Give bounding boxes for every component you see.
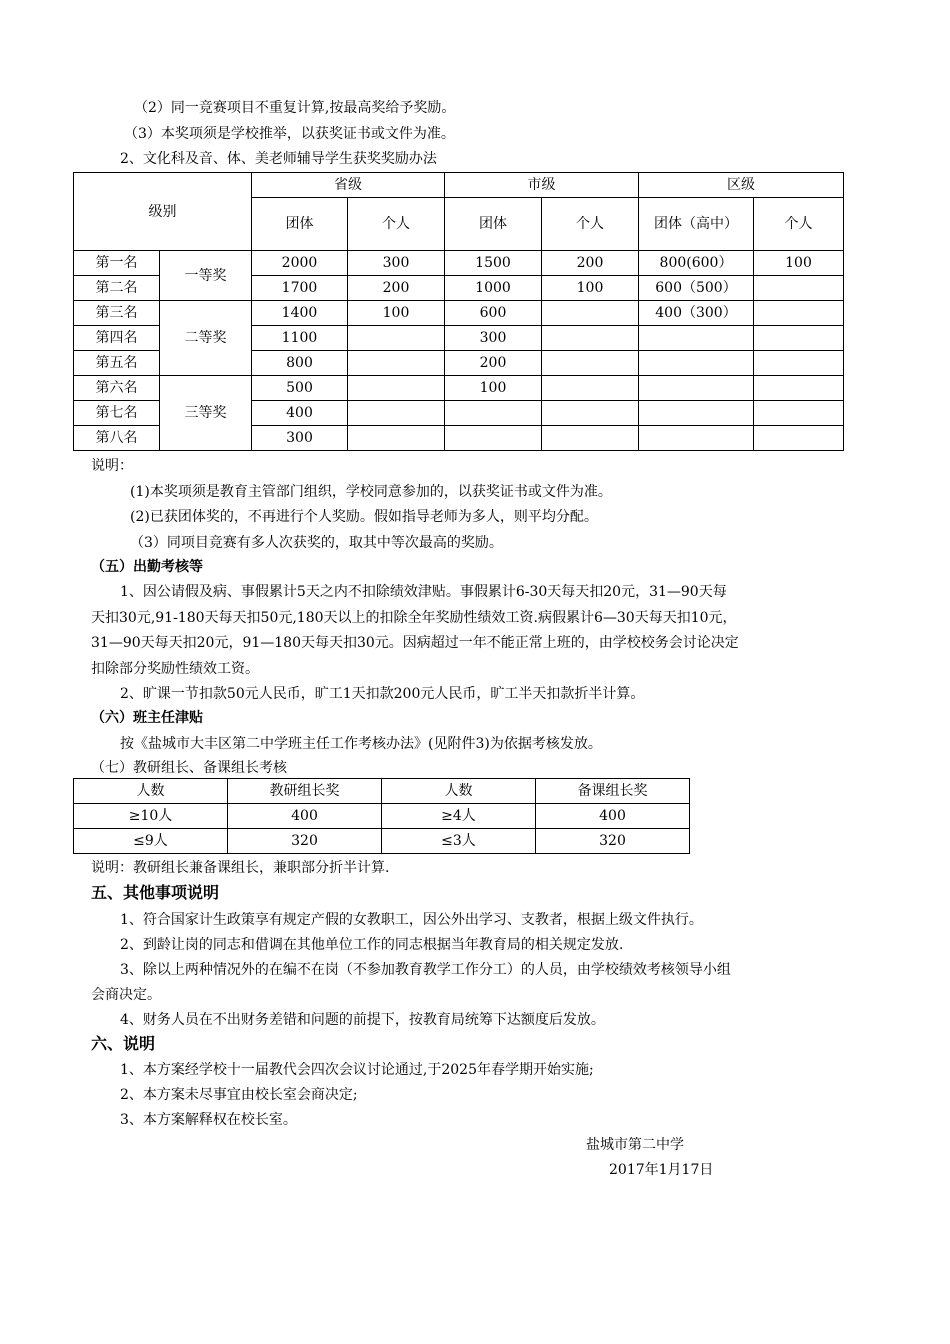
group-leader-note: 说明：教研组长兼备课组长，兼职部分折半计算. bbox=[91, 860, 390, 876]
value-cell: 300 bbox=[348, 251, 445, 276]
value-cell bbox=[542, 326, 639, 351]
value-cell bbox=[348, 426, 445, 451]
award-note-1: (1)本奖项须是教育主管部门组织，学校同意参加的，以获奖证书或文件为准。 bbox=[130, 484, 612, 500]
value-cell bbox=[639, 401, 754, 426]
rank-cell: 第四名 bbox=[74, 326, 160, 351]
rank-cell: 第三名 bbox=[74, 301, 160, 326]
gl-cell: 400 bbox=[228, 804, 382, 829]
headteacher-heading: （六）班主任津贴 bbox=[91, 710, 203, 726]
headteacher-text: 按《盐城市大丰区第二中学班主任工作考核办法》(见附件3)为依据考核发放。 bbox=[120, 736, 602, 752]
rank-cell: 第二名 bbox=[74, 276, 160, 301]
value-cell: 600 bbox=[445, 301, 542, 326]
value-cell: 1700 bbox=[252, 276, 348, 301]
section5-heading: 五、其他事项说明 bbox=[91, 883, 220, 902]
sub-header: 团体 bbox=[252, 198, 348, 251]
award-note-3: （3）同项目竞赛有多人次获奖的，取其中等次最高的奖励。 bbox=[130, 535, 503, 551]
value-cell: 400（300） bbox=[639, 301, 754, 326]
gl-cell: 400 bbox=[536, 804, 690, 829]
attendance-line-4: 扣除部分奖励性绩效工资。 bbox=[91, 661, 259, 677]
value-cell bbox=[348, 326, 445, 351]
award-notes-label: 说明： bbox=[91, 458, 133, 474]
value-cell bbox=[542, 301, 639, 326]
section5-item-2: 2、到龄让岗的同志和借调在其他单位工作的同志根据当年教育局的相关规定发放. bbox=[120, 937, 624, 953]
value-cell: 300 bbox=[445, 326, 542, 351]
sub-header: 个人 bbox=[542, 198, 639, 251]
attendance-line-2: 天扣30元,91-180天每天扣50元,180天以上的扣除全年奖励性绩效工资.病假累计6—30天每天扣10元， bbox=[91, 610, 737, 626]
value-cell: 1400 bbox=[252, 301, 348, 326]
gl-cell: ≥10人 bbox=[74, 804, 228, 829]
attendance-line-3: 31—90天每天扣20元，91—180天每天扣30元。因病超过一年不能正常上班的，由学校校务会讨论决定 bbox=[91, 635, 739, 651]
prize-cell: 一等奖 bbox=[160, 251, 252, 301]
section5-item-3-line-1: 3、除以上两种情况外的在编不在岗（不参加教育教学工作分工）的人员，由学校绩效考核领导小组 bbox=[120, 962, 731, 978]
prize-cell: 二等奖 bbox=[160, 301, 252, 376]
gl-header: 人数 bbox=[382, 779, 536, 804]
group-header-city: 市级 bbox=[445, 173, 639, 198]
value-cell bbox=[754, 426, 844, 451]
value-cell bbox=[348, 401, 445, 426]
value-cell bbox=[445, 401, 542, 426]
value-cell: 500 bbox=[252, 376, 348, 401]
value-cell: 600（500） bbox=[639, 276, 754, 301]
level-header: 级别 bbox=[74, 173, 252, 251]
value-cell bbox=[754, 401, 844, 426]
value-cell bbox=[639, 326, 754, 351]
value-cell bbox=[542, 401, 639, 426]
gl-header: 备课组长奖 bbox=[536, 779, 690, 804]
value-cell: 200 bbox=[348, 276, 445, 301]
intro-line-3: 2、文化科及音、体、美老师辅导学生获奖奖励办法 bbox=[120, 151, 437, 167]
value-cell: 400 bbox=[252, 401, 348, 426]
value-cell: 200 bbox=[445, 351, 542, 376]
value-cell bbox=[639, 426, 754, 451]
value-cell: 1500 bbox=[445, 251, 542, 276]
value-cell bbox=[754, 301, 844, 326]
gl-cell: 320 bbox=[536, 829, 690, 854]
group-leader-heading: （七）教研组长、备课组长考核 bbox=[91, 760, 287, 776]
award-row bbox=[74, 301, 844, 326]
award-row bbox=[74, 376, 844, 401]
value-cell bbox=[639, 351, 754, 376]
value-cell bbox=[445, 426, 542, 451]
value-cell bbox=[639, 376, 754, 401]
value-cell: 800 bbox=[252, 351, 348, 376]
attendance-para-2: 2、旷课一节扣款50元人民币，旷工1天扣款200元人民币，旷工半天扣款折半计算。 bbox=[120, 686, 645, 702]
sub-header: 个人 bbox=[348, 198, 445, 251]
value-cell bbox=[542, 376, 639, 401]
sub-header: 团体（高中） bbox=[639, 198, 754, 251]
section6-item-2: 2、本方案未尽事宜由校长室会商决定; bbox=[120, 1087, 358, 1103]
value-cell bbox=[348, 351, 445, 376]
section5-item-4: 4、财务人员在不出财务差错和问题的前提下，按教育局统筹下达额度后发放。 bbox=[120, 1012, 605, 1028]
award-table bbox=[73, 172, 844, 451]
value-cell bbox=[542, 351, 639, 376]
intro-line-2: （3）本奖项须是学校推举，以获奖证书或文件为准。 bbox=[124, 126, 455, 142]
gl-header: 教研组长奖 bbox=[228, 779, 382, 804]
value-cell bbox=[754, 351, 844, 376]
sub-header: 团体 bbox=[445, 198, 542, 251]
section6-heading: 六、说明 bbox=[91, 1034, 156, 1053]
value-cell: 100 bbox=[348, 301, 445, 326]
group-header-province: 省级 bbox=[252, 173, 445, 198]
value-cell bbox=[754, 276, 844, 301]
value-cell: 100 bbox=[542, 276, 639, 301]
value-cell: 200 bbox=[542, 251, 639, 276]
award-note-2: (2)已获团体奖的，不再进行个人奖励。假如指导老师为多人，则平均分配。 bbox=[130, 509, 598, 525]
rank-cell: 第八名 bbox=[74, 426, 160, 451]
attendance-heading: （五）出勤考核等 bbox=[91, 559, 203, 575]
value-cell: 100 bbox=[754, 251, 844, 276]
rank-cell: 第七名 bbox=[74, 401, 160, 426]
value-cell bbox=[348, 376, 445, 401]
gl-cell: 320 bbox=[228, 829, 382, 854]
value-cell bbox=[754, 376, 844, 401]
value-cell: 300 bbox=[252, 426, 348, 451]
intro-line-1: （2）同一竞赛项目不重复计算,按最高奖给予奖励。 bbox=[134, 100, 456, 116]
gl-cell: ≥4人 bbox=[382, 804, 536, 829]
group-header-district: 区级 bbox=[639, 173, 844, 198]
signature-date: 2017年1月17日 bbox=[609, 1162, 714, 1178]
value-cell: 100 bbox=[445, 376, 542, 401]
rank-cell: 第一名 bbox=[74, 251, 160, 276]
gl-cell: ≤3人 bbox=[382, 829, 536, 854]
group-leader-table bbox=[73, 778, 690, 854]
section6-item-1: 1、本方案经学校十一届教代会四次会议讨论通过,于2025年春学期开始实施; bbox=[120, 1062, 594, 1078]
value-cell bbox=[542, 426, 639, 451]
rank-cell: 第五名 bbox=[74, 351, 160, 376]
sub-header: 个人 bbox=[754, 198, 844, 251]
gl-header: 人数 bbox=[74, 779, 228, 804]
prize-cell: 三等奖 bbox=[160, 376, 252, 451]
rank-cell: 第六名 bbox=[74, 376, 160, 401]
signature-org: 盐城市第二中学 bbox=[586, 1137, 684, 1153]
value-cell: 800(600） bbox=[639, 251, 754, 276]
section5-item-3-line-2: 会商决定。 bbox=[91, 987, 161, 1003]
value-cell bbox=[754, 326, 844, 351]
value-cell: 2000 bbox=[252, 251, 348, 276]
section6-item-3: 3、本方案解释权在校长室。 bbox=[120, 1112, 297, 1128]
attendance-line-1: 1、因公请假及病、事假累计5天之内不扣除绩效津贴。事假累计6-30天每天扣20元，31—90天每 bbox=[120, 584, 727, 600]
gl-cell: ≤9人 bbox=[74, 829, 228, 854]
value-cell: 1000 bbox=[445, 276, 542, 301]
award-row bbox=[74, 251, 844, 276]
section5-item-1: 1、符合国家计生政策享有规定产假的女教职工，因公外出学习、支教者，根据上级文件执行。 bbox=[120, 912, 703, 928]
value-cell: 1100 bbox=[252, 326, 348, 351]
